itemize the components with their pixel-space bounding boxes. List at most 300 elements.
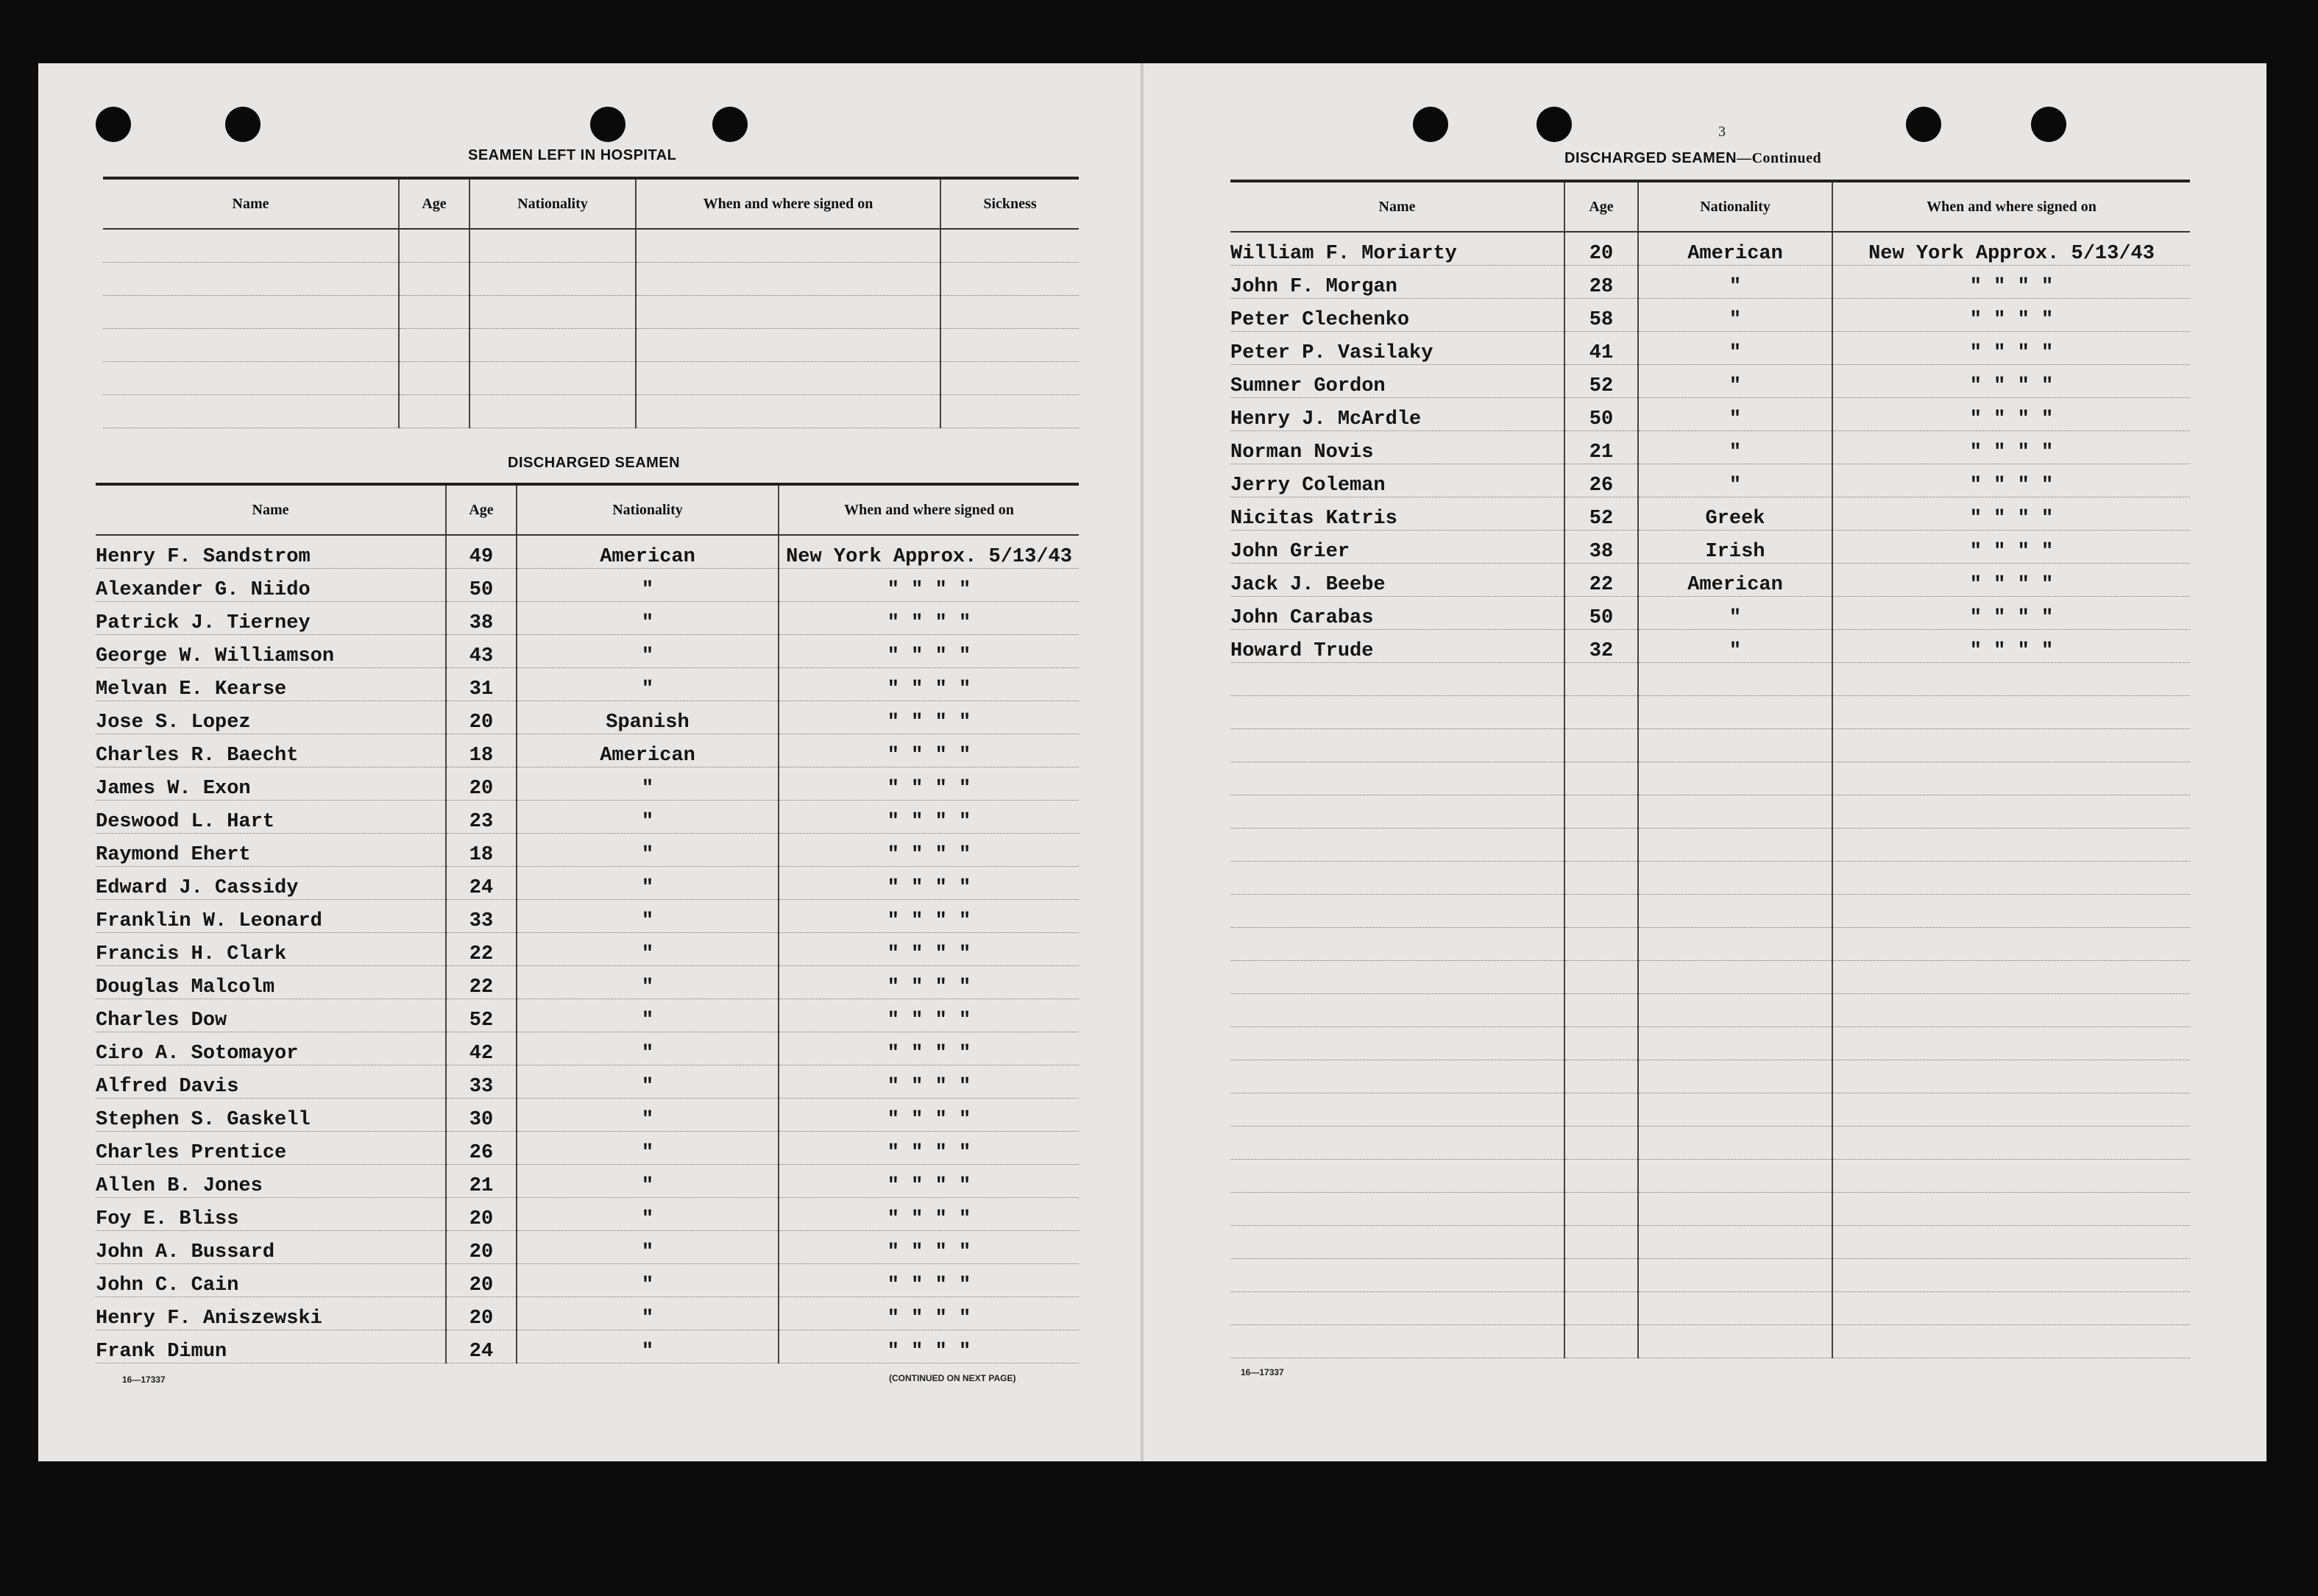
- table-row: [103, 229, 1079, 263]
- seaman-name: Charles Prentice: [96, 1132, 446, 1165]
- nationality-cell: [1638, 928, 1832, 961]
- table-row: [96, 701, 1079, 734]
- punch-hole: [96, 107, 131, 142]
- table-row: [1230, 299, 2190, 332]
- page-fold: [1141, 63, 1144, 1461]
- col-age-header: Age: [1564, 181, 1638, 232]
- table-row: [1230, 431, 2190, 464]
- seaman-nationality: ": [517, 966, 779, 999]
- seaman-age: 32: [1564, 630, 1638, 663]
- seaman-age: 21: [446, 1165, 517, 1198]
- col-when-header: When and where signed on: [636, 178, 940, 229]
- seaman-name: George W. Williamson: [96, 635, 446, 668]
- seaman-age: 24: [446, 1330, 517, 1363]
- table-row: [96, 999, 1079, 1032]
- table-row: [1230, 762, 2190, 795]
- when-cell: [1832, 994, 2190, 1027]
- table-row: [96, 1099, 1079, 1132]
- table-row: [1230, 663, 2190, 696]
- name-cell: [1230, 895, 1564, 928]
- name-cell: [103, 329, 399, 362]
- nationality-cell: [469, 296, 636, 329]
- signed-on: " " " ": [779, 1330, 1079, 1363]
- seaman-age: 50: [446, 569, 517, 602]
- seaman-age: 20: [446, 1198, 517, 1231]
- name-cell: [1230, 795, 1564, 829]
- nationality-cell: [1638, 795, 1832, 829]
- table-row: [1230, 464, 2190, 497]
- seaman-nationality: American: [517, 535, 779, 569]
- sickness-cell: [940, 296, 1079, 329]
- age-cell: [399, 263, 469, 296]
- table-row: [1230, 1292, 2190, 1325]
- seaman-nationality: ": [1638, 431, 1832, 464]
- seaman-nationality: ": [517, 933, 779, 966]
- name-cell: [1230, 1193, 1564, 1226]
- when-cell: [1832, 762, 2190, 795]
- table-row: [1230, 729, 2190, 762]
- table-row: [1230, 928, 2190, 961]
- signed-on: " " " ": [779, 602, 1079, 635]
- age-cell: [399, 329, 469, 362]
- age-cell: [1564, 1027, 1638, 1060]
- seaman-age: 33: [446, 1065, 517, 1099]
- nationality-cell: [1638, 1027, 1832, 1060]
- table-row: [1230, 994, 2190, 1027]
- when-cell: [1832, 1292, 2190, 1325]
- seaman-nationality: ": [1638, 398, 1832, 431]
- seaman-age: 30: [446, 1099, 517, 1132]
- signed-on: " " " ": [1832, 497, 2190, 531]
- name-cell: [1230, 1259, 1564, 1292]
- signed-on: " " " ": [779, 767, 1079, 801]
- table-row: [1230, 1027, 2190, 1060]
- seaman-nationality: ": [1638, 332, 1832, 365]
- table-row: [1230, 1160, 2190, 1193]
- table-row: [1230, 332, 2190, 365]
- col-sickness-header: Sickness: [940, 178, 1079, 229]
- when-cell: [1832, 1259, 2190, 1292]
- seaman-name: William F. Moriarty: [1230, 232, 1564, 266]
- punch-hole: [1413, 107, 1448, 142]
- seaman-name: Howard Trude: [1230, 630, 1564, 663]
- seaman-nationality: ": [1638, 597, 1832, 630]
- seaman-nationality: ": [517, 635, 779, 668]
- seaman-age: 50: [1564, 398, 1638, 431]
- nationality-cell: [469, 329, 636, 362]
- seaman-name: Jerry Coleman: [1230, 464, 1564, 497]
- seaman-nationality: ": [517, 668, 779, 701]
- seaman-name: Frank Dimun: [96, 1330, 446, 1363]
- nationality-cell: [1638, 829, 1832, 862]
- table-row: [96, 867, 1079, 900]
- seaman-name: Franklin W. Leonard: [96, 900, 446, 933]
- table-row: [103, 362, 1079, 395]
- age-cell: [1564, 1060, 1638, 1093]
- signed-on: " " " ": [779, 900, 1079, 933]
- name-cell: [1230, 994, 1564, 1027]
- seaman-name: Allen B. Jones: [96, 1165, 446, 1198]
- nationality-cell: [1638, 663, 1832, 696]
- nationality-cell: [1638, 1292, 1832, 1325]
- col-when-header: When and where signed on: [1832, 181, 2190, 232]
- signed-on: " " " ": [779, 1264, 1079, 1297]
- punch-hole: [1906, 107, 1941, 142]
- table-row: [1230, 1259, 2190, 1292]
- when-cell: [636, 362, 940, 395]
- nationality-cell: [1638, 862, 1832, 895]
- table-row: [1230, 232, 2190, 266]
- when-cell: [1832, 829, 2190, 862]
- when-cell: [636, 329, 940, 362]
- seaman-age: 24: [446, 867, 517, 900]
- when-cell: [1832, 1093, 2190, 1127]
- sickness-cell: [940, 329, 1079, 362]
- nationality-cell: [1638, 1060, 1832, 1093]
- table-row: [96, 834, 1079, 867]
- seaman-name: Francis H. Clark: [96, 933, 446, 966]
- when-cell: [1832, 961, 2190, 994]
- signed-on: " " " ": [779, 734, 1079, 767]
- when-cell: [1832, 795, 2190, 829]
- seaman-nationality: ": [517, 867, 779, 900]
- name-cell: [1230, 1093, 1564, 1127]
- sickness-cell: [940, 395, 1079, 428]
- when-cell: [1832, 862, 2190, 895]
- when-cell: [1832, 663, 2190, 696]
- table-row: [1230, 1193, 2190, 1226]
- seaman-nationality: Spanish: [517, 701, 779, 734]
- col-when-header: When and where signed on: [779, 484, 1079, 535]
- sickness-cell: [940, 229, 1079, 263]
- page-number: 3: [1718, 124, 1726, 140]
- seaman-name: Douglas Malcolm: [96, 966, 446, 999]
- age-cell: [1564, 1160, 1638, 1193]
- signed-on: New York Approx. 5/13/43: [1832, 232, 2190, 266]
- when-cell: [1832, 1325, 2190, 1358]
- when-cell: [1832, 895, 2190, 928]
- seaman-nationality: ": [517, 1330, 779, 1363]
- signed-on: " " " ": [779, 569, 1079, 602]
- seaman-age: 41: [1564, 332, 1638, 365]
- seaman-name: Peter Clechenko: [1230, 299, 1564, 332]
- signed-on: " " " ": [1832, 266, 2190, 299]
- hospital-table: [103, 177, 1079, 428]
- table-row: [96, 933, 1079, 966]
- table-row: [1230, 365, 2190, 398]
- when-cell: [1832, 1027, 2190, 1060]
- seaman-nationality: ": [517, 999, 779, 1032]
- seaman-name: Henry F. Sandstrom: [96, 535, 446, 569]
- seaman-age: 22: [1564, 564, 1638, 597]
- seaman-nationality: ": [517, 767, 779, 801]
- signed-on: " " " ": [1832, 630, 2190, 663]
- seaman-age: 22: [446, 966, 517, 999]
- table-row: [96, 535, 1079, 569]
- seaman-nationality: ": [517, 1198, 779, 1231]
- seaman-age: 18: [446, 834, 517, 867]
- seaman-name: John Carabas: [1230, 597, 1564, 630]
- table-row: [1230, 497, 2190, 531]
- col-name-header: Name: [1230, 181, 1564, 232]
- nationality-cell: [1638, 895, 1832, 928]
- name-cell: [1230, 729, 1564, 762]
- age-cell: [1564, 696, 1638, 729]
- name-cell: [1230, 1060, 1564, 1093]
- seaman-age: 20: [446, 701, 517, 734]
- table-row: [96, 966, 1079, 999]
- when-cell: [1832, 729, 2190, 762]
- table-row: [96, 900, 1079, 933]
- signed-on: " " " ": [1832, 531, 2190, 564]
- seaman-name: Jose S. Lopez: [96, 701, 446, 734]
- nationality-cell: [469, 395, 636, 428]
- form-code: 16—17337: [1241, 1367, 1284, 1377]
- seaman-name: John Grier: [1230, 531, 1564, 564]
- col-name-header: Name: [103, 178, 399, 229]
- seaman-name: Alexander G. Niido: [96, 569, 446, 602]
- age-cell: [1564, 729, 1638, 762]
- when-cell: [1832, 1193, 2190, 1226]
- table-row: [96, 1165, 1079, 1198]
- seaman-age: 18: [446, 734, 517, 767]
- continued-title-main: DISCHARGED SEAMEN: [1564, 150, 1737, 166]
- age-cell: [399, 296, 469, 329]
- name-cell: [1230, 1325, 1564, 1358]
- when-cell: [1832, 1160, 2190, 1193]
- name-cell: [103, 263, 399, 296]
- table-row: [1230, 1127, 2190, 1160]
- signed-on: " " " ": [779, 668, 1079, 701]
- signed-on: " " " ": [779, 801, 1079, 834]
- table-row: [96, 1198, 1079, 1231]
- nationality-cell: [1638, 1127, 1832, 1160]
- seaman-name: Charles Dow: [96, 999, 446, 1032]
- seaman-age: 20: [446, 1264, 517, 1297]
- continued-section-title: [1564, 150, 1821, 167]
- seaman-nationality: ": [517, 834, 779, 867]
- table-row: [1230, 564, 2190, 597]
- name-cell: [1230, 1027, 1564, 1060]
- name-cell: [1230, 1292, 1564, 1325]
- table-row: [1230, 266, 2190, 299]
- age-cell: [399, 362, 469, 395]
- form-code: 16—17337: [122, 1375, 166, 1385]
- col-nationality-header: Nationality: [517, 484, 779, 535]
- seaman-name: Norman Novis: [1230, 431, 1564, 464]
- name-cell: [103, 395, 399, 428]
- nationality-cell: [1638, 961, 1832, 994]
- signed-on: " " " ": [779, 1132, 1079, 1165]
- name-cell: [103, 362, 399, 395]
- signed-on: " " " ": [779, 867, 1079, 900]
- signed-on: New York Approx. 5/13/43: [779, 535, 1079, 569]
- signed-on: " " " ": [1832, 299, 2190, 332]
- seaman-age: 20: [446, 1231, 517, 1264]
- nationality-cell: [469, 263, 636, 296]
- table-row: [1230, 597, 2190, 630]
- table-row: [96, 668, 1079, 701]
- age-cell: [1564, 1259, 1638, 1292]
- age-cell: [1564, 862, 1638, 895]
- nationality-cell: [1638, 729, 1832, 762]
- signed-on: " " " ": [779, 1099, 1079, 1132]
- seaman-age: 42: [446, 1032, 517, 1065]
- seaman-age: 20: [1564, 232, 1638, 266]
- nationality-cell: [1638, 1193, 1832, 1226]
- when-cell: [636, 395, 940, 428]
- signed-on: " " " ": [1832, 464, 2190, 497]
- seaman-name: Foy E. Bliss: [96, 1198, 446, 1231]
- col-age-header: Age: [446, 484, 517, 535]
- when-cell: [1832, 1226, 2190, 1259]
- seaman-nationality: ": [1638, 299, 1832, 332]
- name-cell: [1230, 1226, 1564, 1259]
- seaman-age: 38: [446, 602, 517, 635]
- signed-on: " " " ": [1832, 431, 2190, 464]
- nationality-cell: [1638, 1226, 1832, 1259]
- seaman-nationality: ": [1638, 464, 1832, 497]
- signed-on: " " " ": [779, 1065, 1079, 1099]
- discharged-section-title: DISCHARGED SEAMEN: [508, 455, 681, 471]
- seaman-nationality: Irish: [1638, 531, 1832, 564]
- seaman-age: 22: [446, 933, 517, 966]
- table-row: [103, 296, 1079, 329]
- seaman-name: James W. Exon: [96, 767, 446, 801]
- age-cell: [1564, 1325, 1638, 1358]
- seaman-age: 52: [1564, 497, 1638, 531]
- when-cell: [1832, 1127, 2190, 1160]
- table-row: [96, 801, 1079, 834]
- table-row: [96, 1231, 1079, 1264]
- continued-table: [1230, 180, 2190, 1358]
- seaman-nationality: ": [1638, 266, 1832, 299]
- age-cell: [399, 395, 469, 428]
- signed-on: " " " ": [779, 1198, 1079, 1231]
- table-row: [1230, 398, 2190, 431]
- signed-on: " " " ": [779, 999, 1079, 1032]
- table-row: [96, 635, 1079, 668]
- punch-hole: [2031, 107, 2066, 142]
- nationality-cell: [469, 229, 636, 263]
- punch-hole: [712, 107, 748, 142]
- signed-on: " " " ": [1832, 597, 2190, 630]
- table-row: [1230, 696, 2190, 729]
- name-cell: [1230, 696, 1564, 729]
- seaman-age: 20: [446, 767, 517, 801]
- seaman-age: 26: [1564, 464, 1638, 497]
- nationality-cell: [1638, 994, 1832, 1027]
- punch-hole: [225, 107, 260, 142]
- seaman-age: 49: [446, 535, 517, 569]
- age-cell: [1564, 994, 1638, 1027]
- signed-on: " " " ": [779, 834, 1079, 867]
- seaman-nationality: ": [517, 1264, 779, 1297]
- seaman-nationality: ": [517, 1132, 779, 1165]
- signed-on: " " " ": [779, 966, 1079, 999]
- seaman-nationality: American: [517, 734, 779, 767]
- when-cell: [1832, 1060, 2190, 1093]
- seaman-name: Raymond Ehert: [96, 834, 446, 867]
- name-cell: [1230, 663, 1564, 696]
- signed-on: " " " ": [779, 701, 1079, 734]
- seaman-age: 21: [1564, 431, 1638, 464]
- table-row: [96, 1330, 1079, 1363]
- table-row: [1230, 829, 2190, 862]
- continued-title-suffix: —Continued: [1737, 150, 1822, 166]
- seaman-name: Patrick J. Tierney: [96, 602, 446, 635]
- col-nationality-header: Nationality: [1638, 181, 1832, 232]
- seaman-nationality: ": [517, 801, 779, 834]
- seaman-nationality: ": [517, 1231, 779, 1264]
- nationality-cell: [1638, 1325, 1832, 1358]
- seaman-nationality: ": [517, 569, 779, 602]
- seaman-nationality: American: [1638, 564, 1832, 597]
- name-cell: [1230, 862, 1564, 895]
- signed-on: " " " ": [779, 1297, 1079, 1330]
- table-row: [96, 1032, 1079, 1065]
- when-cell: [636, 296, 940, 329]
- age-cell: [1564, 829, 1638, 862]
- table-row: [1230, 895, 2190, 928]
- nationality-cell: [469, 362, 636, 395]
- seaman-name: Stephen S. Gaskell: [96, 1099, 446, 1132]
- seaman-name: Peter P. Vasilaky: [1230, 332, 1564, 365]
- seaman-nationality: ": [517, 1099, 779, 1132]
- age-cell: [1564, 795, 1638, 829]
- seaman-nationality: ": [517, 1032, 779, 1065]
- signed-on: " " " ": [779, 635, 1079, 668]
- age-cell: [1564, 1127, 1638, 1160]
- seaman-age: 20: [446, 1297, 517, 1330]
- table-row: [1230, 795, 2190, 829]
- seaman-name: Sumner Gordon: [1230, 365, 1564, 398]
- table-row: [1230, 1226, 2190, 1259]
- col-age-header: Age: [399, 178, 469, 229]
- seaman-age: 23: [446, 801, 517, 834]
- table-row: [96, 734, 1079, 767]
- seaman-name: Edward J. Cassidy: [96, 867, 446, 900]
- table-row: [96, 767, 1079, 801]
- seaman-nationality: ": [517, 602, 779, 635]
- when-cell: [1832, 928, 2190, 961]
- age-cell: [399, 229, 469, 263]
- seaman-age: 26: [446, 1132, 517, 1165]
- seaman-nationality: ": [517, 1165, 779, 1198]
- seaman-nationality: Greek: [1638, 497, 1832, 531]
- age-cell: [1564, 928, 1638, 961]
- table-row: [96, 1065, 1079, 1099]
- age-cell: [1564, 1292, 1638, 1325]
- signed-on: " " " ": [779, 1032, 1079, 1065]
- age-cell: [1564, 961, 1638, 994]
- age-cell: [1564, 1093, 1638, 1127]
- seaman-nationality: ": [1638, 630, 1832, 663]
- seaman-age: 58: [1564, 299, 1638, 332]
- table-row: [96, 1264, 1079, 1297]
- age-cell: [1564, 762, 1638, 795]
- name-cell: [103, 229, 399, 263]
- hospital-section-title: SEAMEN LEFT IN HOSPITAL: [468, 147, 677, 163]
- table-row: [96, 569, 1079, 602]
- table-row: [1230, 862, 2190, 895]
- seaman-name: Nicitas Katris: [1230, 497, 1564, 531]
- seaman-name: Henry F. Aniszewski: [96, 1297, 446, 1330]
- punch-hole: [1537, 107, 1572, 142]
- seaman-name: John C. Cain: [96, 1264, 446, 1297]
- seaman-nationality: ": [517, 1297, 779, 1330]
- continued-note: (CONTINUED ON NEXT PAGE): [889, 1373, 1016, 1383]
